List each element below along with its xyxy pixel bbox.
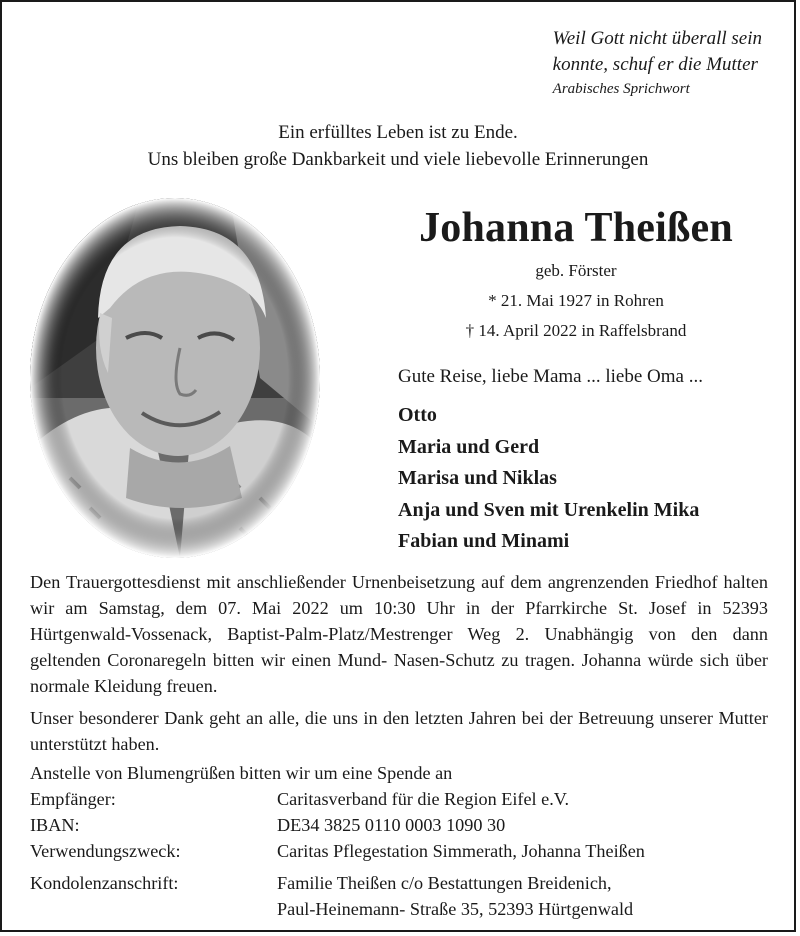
- service-paragraph: Den Trauergottesdienst mit anschließender Urnenbeisetzung auf dem angrenzenden Friedhof halten wir am Samstag, dem 07. Mai 2022 um 10:30 Uhr in der Pfarrkirche St. Josef in 52393 Hürtgenwald-Vossenack, Baptist-Palm-Platz/Mestrenger Weg 2. Unabhängig von den dann geltenden Coronaregeln bitten wir einen Mund- Nasen-Schutz zu tragen. Johanna würde sich über normale Kleidung freuen.: [30, 572, 768, 696]
- condolence-line: Familie Theißen c/o Bestattungen Breidenich,: [277, 873, 612, 893]
- farewell-text: Gute Reise, liebe Mama ... liebe Oma ...: [398, 366, 703, 387]
- thanks-paragraph: Unser besonderer Dank geht an alle, die uns in den letzten Jahren bei der Betreuung unserer Mutter unterstützt haben.: [30, 708, 768, 754]
- donation-lead: Anstelle von Blumengrüßen bitten wir um eine Spende an: [30, 763, 453, 783]
- portrait-photo: [30, 198, 320, 558]
- condolence-line: Paul-Heinemann- Straße 35, 52393 Hürtgenwald: [277, 899, 634, 919]
- purpose-row: [30, 838, 645, 864]
- recipient-label: Empfänger:: [30, 789, 116, 809]
- family-member: Fabian und Minami: [398, 530, 570, 552]
- deceased-name: Johanna Theißen: [419, 205, 733, 251]
- family-member: Anja und Sven mit Urenkelin Mika: [398, 498, 700, 521]
- family-list: [398, 400, 699, 558]
- condolence-row: [30, 870, 645, 922]
- recipient-row: [30, 786, 645, 812]
- service-text: [30, 569, 768, 763]
- intro-line: Uns bleiben große Dankbarkeit und viele liebevolle Erinnerungen: [147, 149, 649, 170]
- intro-text: [2, 119, 794, 173]
- quote-line: konnte, schuf er die Mutter: [552, 54, 758, 75]
- iban-value: DE34 3825 0110 0003 1090 30: [277, 815, 506, 835]
- life-details: [378, 256, 774, 346]
- quote-block: [553, 26, 762, 100]
- birth-name: geb. Förster: [535, 261, 617, 280]
- quote-line: Weil Gott nicht überall sein: [552, 28, 762, 49]
- donation-info: [30, 760, 645, 922]
- condolence-address: [277, 870, 633, 922]
- recipient-value: Caritasverband für die Region Eifel e.V.: [277, 789, 570, 809]
- family-member: Marisa und Niklas: [398, 467, 557, 489]
- condolence-label: Kondolenzanschrift:: [30, 873, 179, 893]
- purpose-label: Verwendungszweck:: [30, 841, 181, 861]
- death-date: † 14. April 2022 in Raffelsbrand: [465, 321, 687, 340]
- intro-line: Ein erfülltes Leben ist zu Ende.: [278, 122, 518, 143]
- purpose-value: Caritas Pflegestation Simmerath, Johanna Theißen: [277, 841, 645, 861]
- family-member: Maria und Gerd: [398, 435, 540, 458]
- quote-source: Arabisches Sprichwort: [552, 81, 690, 97]
- birth-date: * 21. Mai 1927 in Rohren: [488, 291, 664, 310]
- family-member: Otto: [398, 404, 437, 426]
- iban-label: IBAN:: [30, 815, 80, 835]
- iban-row: [30, 812, 645, 838]
